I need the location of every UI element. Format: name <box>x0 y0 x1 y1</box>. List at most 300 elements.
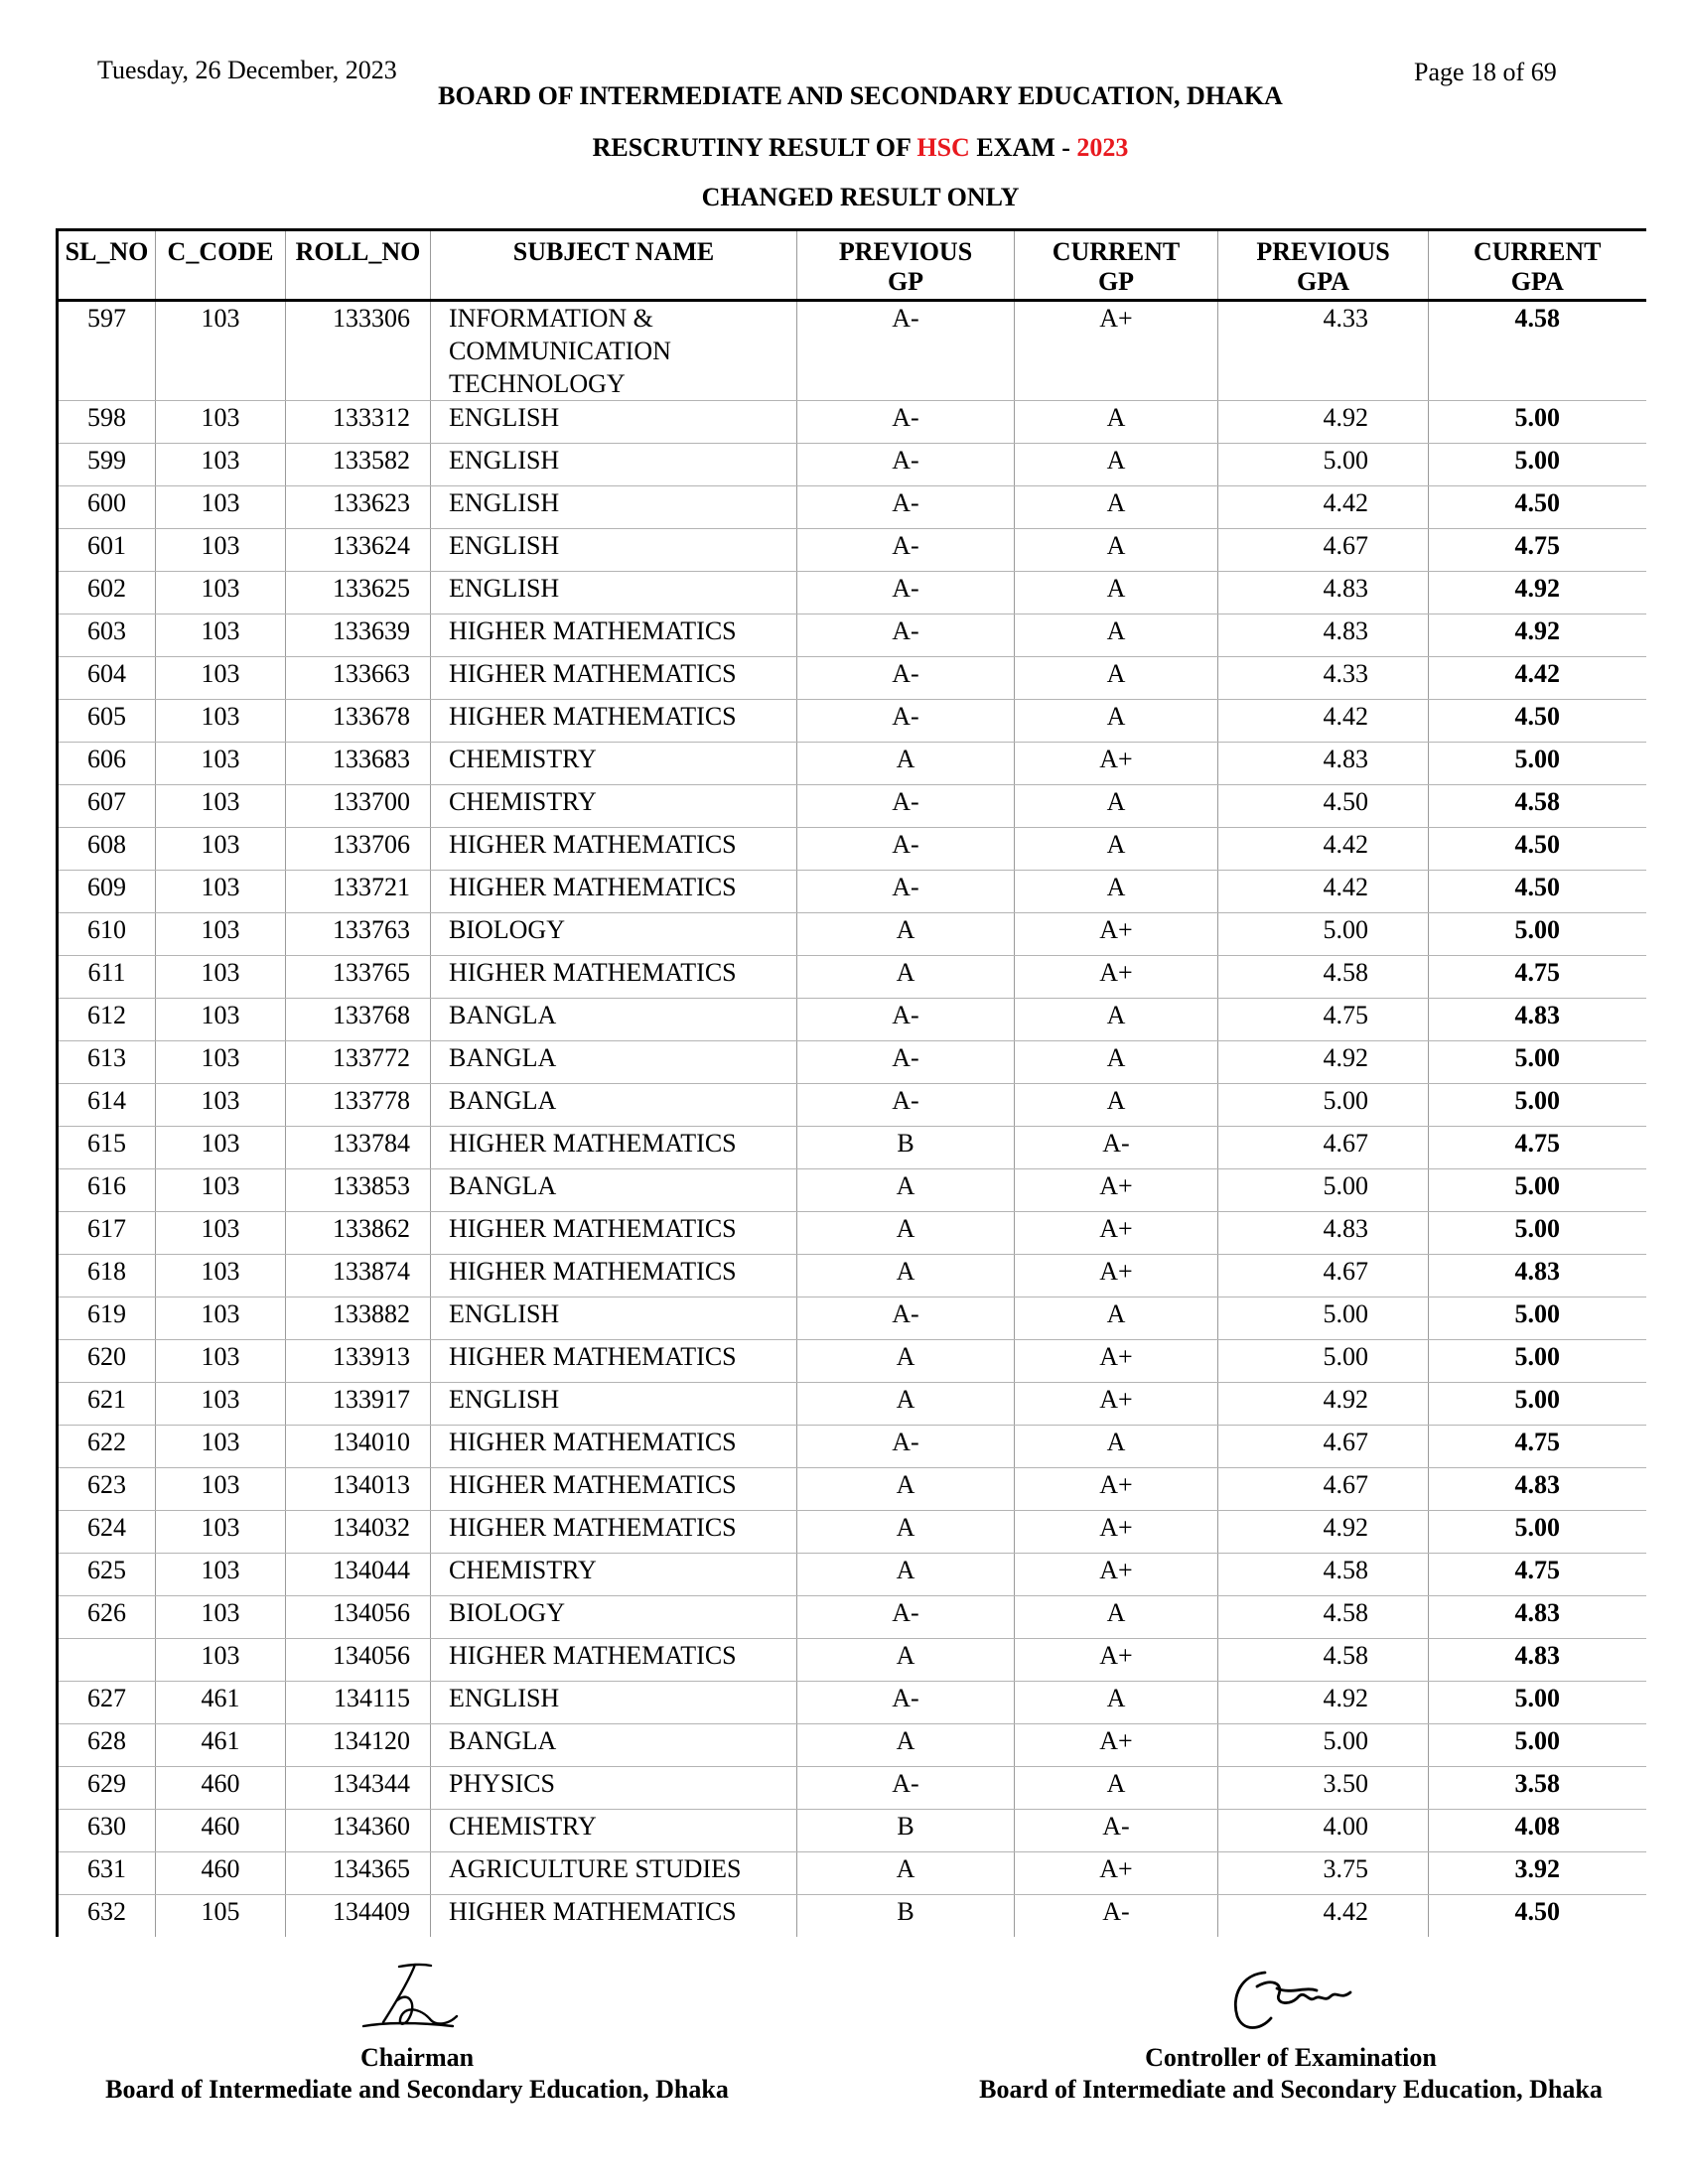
results-table <box>56 228 1646 1937</box>
previous-gpa-cell: 5.00 <box>1218 1340 1429 1383</box>
current-gp-cell: A+ <box>1015 1383 1218 1426</box>
previous-gp-cell: A- <box>797 444 1015 486</box>
c-code-cell: 460 <box>156 1810 286 1852</box>
roll-no-cell: 133624 <box>286 529 431 572</box>
table-row <box>58 657 1646 700</box>
roll-no-cell: 134013 <box>286 1468 431 1511</box>
current-gpa-cell: 5.00 <box>1429 1084 1646 1127</box>
c-code-cell: 103 <box>156 401 286 444</box>
current-gpa-cell: 5.00 <box>1429 1511 1646 1554</box>
subject-cell: HIGHER MATHEMATICS <box>431 1127 797 1169</box>
c-code-cell: 461 <box>156 1682 286 1724</box>
sl-no-cell: 597 <box>58 301 156 401</box>
roll-no-cell: 134044 <box>286 1554 431 1596</box>
previous-gp-cell: A <box>797 1639 1015 1682</box>
chairman-board: Board of Intermediate and Secondary Education, Dhaka <box>105 2075 729 2104</box>
previous-gpa-cell: 4.83 <box>1218 572 1429 614</box>
current-gpa-cell: 4.75 <box>1429 1554 1646 1596</box>
chairman-title: Chairman <box>359 2043 475 2072</box>
current-gpa-cell: 4.83 <box>1429 999 1646 1041</box>
subject-cell: HIGHER MATHEMATICS <box>431 1255 797 1297</box>
current-gp-cell: A <box>1015 486 1218 529</box>
current-gp-cell: A <box>1015 828 1218 871</box>
roll-no-cell: 133721 <box>286 871 431 913</box>
roll-no-cell: 133706 <box>286 828 431 871</box>
sl-no-cell: 603 <box>58 614 156 657</box>
subject-cell: HIGHER MATHEMATICS <box>431 1340 797 1383</box>
roll-no-cell: 133306 <box>286 301 431 401</box>
previous-gp-cell: B <box>797 1127 1015 1169</box>
previous-gpa-cell: 5.00 <box>1218 444 1429 486</box>
roll-no-cell: 133763 <box>286 913 431 956</box>
previous-gpa-cell: 4.92 <box>1218 1041 1429 1084</box>
c-code-cell: 103 <box>156 1127 286 1169</box>
c-code-cell: 103 <box>156 1511 286 1554</box>
table-row <box>58 1340 1646 1383</box>
previous-gp-cell: B <box>797 1810 1015 1852</box>
previous-gpa-cell: 4.92 <box>1218 1383 1429 1426</box>
roll-no-cell: 133862 <box>286 1212 431 1255</box>
sl-no-cell: 624 <box>58 1511 156 1554</box>
c-code-cell: 103 <box>156 1255 286 1297</box>
c-code-cell: 103 <box>156 657 286 700</box>
c-code-cell: 105 <box>156 1895 286 1938</box>
subject-cell: BANGLA <box>431 1169 797 1212</box>
current-gpa-cell: 4.75 <box>1429 1426 1646 1468</box>
sl-no-cell: 616 <box>58 1169 156 1212</box>
roll-no-cell: 133917 <box>286 1383 431 1426</box>
roll-no-cell: 134365 <box>286 1852 431 1895</box>
previous-gpa-cell: 5.00 <box>1218 1297 1429 1340</box>
current-gp-cell: A+ <box>1015 1852 1218 1895</box>
previous-gp-cell: B <box>797 1895 1015 1938</box>
c-code-cell: 103 <box>156 301 286 401</box>
current-gpa-cell: 5.00 <box>1429 444 1646 486</box>
table-body <box>58 301 1646 1938</box>
sl-no-cell: 607 <box>58 785 156 828</box>
roll-no-cell: 133772 <box>286 1041 431 1084</box>
roll-no-cell: 133623 <box>286 486 431 529</box>
previous-gpa-cell: 4.42 <box>1218 871 1429 913</box>
column-header-c-code: C_CODE <box>156 230 286 301</box>
subject-cell: BANGLA <box>431 1724 797 1767</box>
previous-gpa-cell: 4.42 <box>1218 700 1429 743</box>
current-gp-cell: A <box>1015 700 1218 743</box>
current-gp-cell: A+ <box>1015 1169 1218 1212</box>
roll-no-cell: 133768 <box>286 999 431 1041</box>
previous-gp-cell: A <box>797 913 1015 956</box>
c-code-cell: 103 <box>156 444 286 486</box>
previous-gpa-cell: 4.58 <box>1218 1639 1429 1682</box>
sl-no-cell: 626 <box>58 1596 156 1639</box>
current-gpa-cell: 5.00 <box>1429 1724 1646 1767</box>
subject-cell: HIGHER MATHEMATICS <box>431 828 797 871</box>
c-code-cell: 103 <box>156 913 286 956</box>
previous-gp-cell: A- <box>797 1767 1015 1810</box>
previous-gp-cell: A- <box>797 572 1015 614</box>
column-header-sl-no: SL_NO <box>58 230 156 301</box>
previous-gp-cell: A- <box>797 1084 1015 1127</box>
column-header-roll-no: ROLL_NO <box>286 230 431 301</box>
current-gpa-cell: 4.58 <box>1429 301 1646 401</box>
previous-gpa-cell: 4.33 <box>1218 301 1429 401</box>
subject-cell: CHEMISTRY <box>431 1554 797 1596</box>
current-gp-cell: A+ <box>1015 301 1218 401</box>
previous-gp-cell: A- <box>797 529 1015 572</box>
roll-no-cell: 134344 <box>286 1767 431 1810</box>
previous-gpa-cell: 4.83 <box>1218 614 1429 657</box>
roll-no-cell: 133582 <box>286 444 431 486</box>
roll-no-cell: 133765 <box>286 956 431 999</box>
table-row <box>58 1426 1646 1468</box>
sl-no-cell: 621 <box>58 1383 156 1426</box>
previous-gpa-cell: 4.92 <box>1218 1511 1429 1554</box>
current-gpa-cell: 5.00 <box>1429 1297 1646 1340</box>
current-gp-cell: A <box>1015 1426 1218 1468</box>
table-row <box>58 1810 1646 1852</box>
subject-cell: HIGHER MATHEMATICS <box>431 956 797 999</box>
current-gp-cell: A+ <box>1015 956 1218 999</box>
current-gpa-cell: 3.92 <box>1429 1852 1646 1895</box>
current-gpa-cell: 3.58 <box>1429 1767 1646 1810</box>
previous-gpa-cell: 4.67 <box>1218 1426 1429 1468</box>
sl-no-cell: 612 <box>58 999 156 1041</box>
current-gp-cell: A <box>1015 572 1218 614</box>
roll-no-cell: 133778 <box>286 1084 431 1127</box>
c-code-cell: 103 <box>156 999 286 1041</box>
current-gpa-cell: 4.50 <box>1429 871 1646 913</box>
previous-gpa-cell: 4.58 <box>1218 1554 1429 1596</box>
current-gpa-cell: 5.00 <box>1429 1682 1646 1724</box>
exam-name: HSC <box>916 133 970 162</box>
exam-year: 2023 <box>1076 133 1129 162</box>
controller-board: Board of Intermediate and Secondary Education, Dhaka <box>979 2075 1603 2104</box>
table-row <box>58 743 1646 785</box>
current-gp-cell: A <box>1015 657 1218 700</box>
subject-cell: CHEMISTRY <box>431 1810 797 1852</box>
current-gpa-cell: 4.42 <box>1429 657 1646 700</box>
result-title: RESCRUTINY RESULT OF HSC EXAM - 2023 <box>592 133 1129 162</box>
previous-gp-cell: A- <box>797 999 1015 1041</box>
current-gpa-cell: 4.83 <box>1429 1468 1646 1511</box>
current-gpa-cell: 4.83 <box>1429 1596 1646 1639</box>
previous-gp-cell: A- <box>797 1682 1015 1724</box>
current-gpa-cell: 5.00 <box>1429 1340 1646 1383</box>
c-code-cell: 103 <box>156 1340 286 1383</box>
sl-no-cell: 604 <box>58 657 156 700</box>
previous-gp-cell: A <box>797 1468 1015 1511</box>
current-gpa-cell: 4.58 <box>1429 785 1646 828</box>
sl-no-cell: 620 <box>58 1340 156 1383</box>
previous-gp-cell: A- <box>797 1596 1015 1639</box>
table-row <box>58 1169 1646 1212</box>
board-title: BOARD OF INTERMEDIATE AND SECONDARY EDUCATION, DHAKA <box>438 81 1283 110</box>
current-gp-cell: A <box>1015 1297 1218 1340</box>
table-row <box>58 1297 1646 1340</box>
current-gp-cell: A- <box>1015 1895 1218 1938</box>
subject-cell: AGRICULTURE STUDIES <box>431 1852 797 1895</box>
subject-cell: CHEMISTRY <box>431 785 797 828</box>
subject-cell: ENGLISH <box>431 1297 797 1340</box>
previous-gpa-cell: 3.75 <box>1218 1852 1429 1895</box>
current-gpa-cell: 4.75 <box>1429 529 1646 572</box>
table-row <box>58 1596 1646 1639</box>
roll-no-cell: 134010 <box>286 1426 431 1468</box>
sl-no-cell: 615 <box>58 1127 156 1169</box>
sl-no-cell: 625 <box>58 1554 156 1596</box>
table-row <box>58 1554 1646 1596</box>
c-code-cell: 103 <box>156 1639 286 1682</box>
sl-no-cell: 623 <box>58 1468 156 1511</box>
previous-gpa-cell: 4.92 <box>1218 1682 1429 1724</box>
c-code-cell: 103 <box>156 1169 286 1212</box>
table-row <box>58 785 1646 828</box>
current-gp-cell: A <box>1015 1596 1218 1639</box>
c-code-cell: 103 <box>156 1084 286 1127</box>
current-gpa-cell: 4.08 <box>1429 1810 1646 1852</box>
table-row <box>58 1852 1646 1895</box>
previous-gpa-cell: 4.58 <box>1218 1596 1429 1639</box>
current-gp-cell: A <box>1015 871 1218 913</box>
current-gp-cell: A <box>1015 785 1218 828</box>
column-header-previous-gpa: PREVIOUS GPA <box>1218 230 1429 301</box>
previous-gp-cell: A <box>797 1255 1015 1297</box>
table-row <box>58 1511 1646 1554</box>
current-gpa-cell: 4.92 <box>1429 572 1646 614</box>
table-header-row <box>58 230 1646 301</box>
table-row <box>58 572 1646 614</box>
sl-no-cell: 617 <box>58 1212 156 1255</box>
sl-no-cell: 613 <box>58 1041 156 1084</box>
previous-gpa-cell: 4.42 <box>1218 486 1429 529</box>
sl-no-cell: 630 <box>58 1810 156 1852</box>
subject-cell: ENGLISH <box>431 1383 797 1426</box>
current-gp-cell: A <box>1015 614 1218 657</box>
table-row <box>58 1041 1646 1084</box>
page-number: Page 18 of 69 <box>1414 58 1557 86</box>
roll-no-cell: 133784 <box>286 1127 431 1169</box>
sl-no-cell: 602 <box>58 572 156 614</box>
previous-gpa-cell: 4.00 <box>1218 1810 1429 1852</box>
current-gp-cell: A+ <box>1015 1468 1218 1511</box>
sl-no-cell: 599 <box>58 444 156 486</box>
previous-gpa-cell: 4.42 <box>1218 1895 1429 1938</box>
previous-gpa-cell: 4.33 <box>1218 657 1429 700</box>
roll-no-cell: 133913 <box>286 1340 431 1383</box>
controller-title: Controller of Examination <box>1145 2043 1437 2072</box>
sl-no-cell: 611 <box>58 956 156 999</box>
roll-no-cell: 134115 <box>286 1682 431 1724</box>
sl-no-cell: 614 <box>58 1084 156 1127</box>
current-gp-cell: A <box>1015 1084 1218 1127</box>
previous-gp-cell: A <box>797 1169 1015 1212</box>
table-row <box>58 700 1646 743</box>
roll-no-cell: 133312 <box>286 401 431 444</box>
current-gpa-cell: 4.50 <box>1429 700 1646 743</box>
subject-cell: HIGHER MATHEMATICS <box>431 1468 797 1511</box>
roll-no-cell: 133853 <box>286 1169 431 1212</box>
current-gp-cell: A+ <box>1015 743 1218 785</box>
table-row <box>58 1639 1646 1682</box>
previous-gp-cell: A <box>797 1340 1015 1383</box>
current-gp-cell: A+ <box>1015 1554 1218 1596</box>
table-row <box>58 444 1646 486</box>
previous-gp-cell: A- <box>797 614 1015 657</box>
c-code-cell: 103 <box>156 1426 286 1468</box>
roll-no-cell: 134032 <box>286 1511 431 1554</box>
subject-cell: PHYSICS <box>431 1767 797 1810</box>
subject-cell: HIGHER MATHEMATICS <box>431 700 797 743</box>
table-row <box>58 1468 1646 1511</box>
c-code-cell: 103 <box>156 1468 286 1511</box>
previous-gpa-cell: 5.00 <box>1218 913 1429 956</box>
c-code-cell: 103 <box>156 1041 286 1084</box>
roll-no-cell: 134360 <box>286 1810 431 1852</box>
table-row <box>58 1127 1646 1169</box>
c-code-cell: 103 <box>156 956 286 999</box>
table-row <box>58 1895 1646 1938</box>
subject-cell: ENGLISH <box>431 444 797 486</box>
table-row <box>58 1682 1646 1724</box>
c-code-cell: 103 <box>156 743 286 785</box>
previous-gpa-cell: 3.50 <box>1218 1767 1429 1810</box>
current-gp-cell: A <box>1015 1041 1218 1084</box>
table-row <box>58 956 1646 999</box>
subject-cell: HIGHER MATHEMATICS <box>431 1639 797 1682</box>
sl-no-cell: 598 <box>58 401 156 444</box>
previous-gpa-cell: 4.58 <box>1218 956 1429 999</box>
c-code-cell: 103 <box>156 1596 286 1639</box>
table-row <box>58 871 1646 913</box>
sl-no-cell: 600 <box>58 486 156 529</box>
c-code-cell: 103 <box>156 486 286 529</box>
subject-cell: HIGHER MATHEMATICS <box>431 657 797 700</box>
current-gp-cell: A <box>1015 1682 1218 1724</box>
subject-cell: CHEMISTRY <box>431 743 797 785</box>
current-gpa-cell: 5.00 <box>1429 1212 1646 1255</box>
column-header-previous-gp: PREVIOUS GP <box>797 230 1015 301</box>
previous-gp-cell: A <box>797 956 1015 999</box>
controller-signature <box>1221 1961 1370 2040</box>
table-row <box>58 913 1646 956</box>
subject-cell: HIGHER MATHEMATICS <box>431 1511 797 1554</box>
previous-gpa-cell: 5.00 <box>1218 1084 1429 1127</box>
table-row <box>58 301 1646 401</box>
subject-cell: ENGLISH <box>431 486 797 529</box>
sl-no-cell: 609 <box>58 871 156 913</box>
current-gp-cell: A- <box>1015 1810 1218 1852</box>
c-code-cell: 461 <box>156 1724 286 1767</box>
previous-gpa-cell: 5.00 <box>1218 1724 1429 1767</box>
sl-no-cell <box>58 1639 156 1682</box>
subject-cell: ENGLISH <box>431 1682 797 1724</box>
table-row <box>58 1767 1646 1810</box>
sl-no-cell: 627 <box>58 1682 156 1724</box>
previous-gp-cell: A <box>797 1724 1015 1767</box>
table-row <box>58 828 1646 871</box>
subject-cell: INFORMATION & COMMUNICATION TECHNOLOGY <box>431 301 797 401</box>
previous-gpa-cell: 5.00 <box>1218 1169 1429 1212</box>
current-gpa-cell: 4.83 <box>1429 1255 1646 1297</box>
table-row <box>58 999 1646 1041</box>
c-code-cell: 103 <box>156 1383 286 1426</box>
current-gpa-cell: 5.00 <box>1429 913 1646 956</box>
c-code-cell: 460 <box>156 1852 286 1895</box>
current-gpa-cell: 5.00 <box>1429 401 1646 444</box>
c-code-cell: 103 <box>156 1212 286 1255</box>
subject-cell: HIGHER MATHEMATICS <box>431 1426 797 1468</box>
previous-gp-cell: A- <box>797 657 1015 700</box>
current-gpa-cell: 4.75 <box>1429 1127 1646 1169</box>
previous-gp-cell: A- <box>797 301 1015 401</box>
table-row <box>58 1724 1646 1767</box>
subject-cell: HIGHER MATHEMATICS <box>431 614 797 657</box>
previous-gpa-cell: 4.67 <box>1218 1255 1429 1297</box>
c-code-cell: 103 <box>156 871 286 913</box>
current-gpa-cell: 4.50 <box>1429 486 1646 529</box>
previous-gpa-cell: 4.75 <box>1218 999 1429 1041</box>
table-row <box>58 1383 1646 1426</box>
previous-gp-cell: A <box>797 1383 1015 1426</box>
current-gp-cell: A+ <box>1015 1340 1218 1383</box>
current-gp-cell: A+ <box>1015 1212 1218 1255</box>
previous-gp-cell: A- <box>797 401 1015 444</box>
report-date: Tuesday, 26 December, 2023 <box>97 56 397 84</box>
current-gp-cell: A <box>1015 1767 1218 1810</box>
roll-no-cell: 133678 <box>286 700 431 743</box>
c-code-cell: 103 <box>156 1554 286 1596</box>
subject-cell: BANGLA <box>431 1084 797 1127</box>
c-code-cell: 103 <box>156 785 286 828</box>
subject-cell: HIGHER MATHEMATICS <box>431 1212 797 1255</box>
current-gpa-cell: 5.00 <box>1429 1041 1646 1084</box>
c-code-cell: 460 <box>156 1767 286 1810</box>
table-row <box>58 1255 1646 1297</box>
previous-gp-cell: A- <box>797 1297 1015 1340</box>
current-gp-cell: A <box>1015 444 1218 486</box>
sl-no-cell: 622 <box>58 1426 156 1468</box>
c-code-cell: 103 <box>156 614 286 657</box>
current-gpa-cell: 5.00 <box>1429 743 1646 785</box>
previous-gp-cell: A- <box>797 785 1015 828</box>
subject-cell: BANGLA <box>431 999 797 1041</box>
previous-gpa-cell: 4.42 <box>1218 828 1429 871</box>
roll-no-cell: 133700 <box>286 785 431 828</box>
roll-no-cell: 134056 <box>286 1596 431 1639</box>
current-gp-cell: A <box>1015 401 1218 444</box>
current-gpa-cell: 5.00 <box>1429 1169 1646 1212</box>
subject-cell: BANGLA <box>431 1041 797 1084</box>
previous-gp-cell: A- <box>797 828 1015 871</box>
roll-no-cell: 134120 <box>286 1724 431 1767</box>
previous-gp-cell: A <box>797 1852 1015 1895</box>
column-header-subject-name: SUBJECT NAME <box>431 230 797 301</box>
subject-cell: HIGHER MATHEMATICS <box>431 1895 797 1938</box>
previous-gpa-cell: 4.83 <box>1218 743 1429 785</box>
current-gpa-cell: 4.50 <box>1429 828 1646 871</box>
table-row <box>58 529 1646 572</box>
sl-no-cell: 631 <box>58 1852 156 1895</box>
roll-no-cell: 133874 <box>286 1255 431 1297</box>
column-header-current-gp: CURRENT GP <box>1015 230 1218 301</box>
current-gp-cell: A+ <box>1015 1511 1218 1554</box>
subject-cell: ENGLISH <box>431 572 797 614</box>
sl-no-cell: 601 <box>58 529 156 572</box>
previous-gp-cell: A <box>797 1212 1015 1255</box>
roll-no-cell: 133639 <box>286 614 431 657</box>
sl-no-cell: 619 <box>58 1297 156 1340</box>
current-gpa-cell: 4.92 <box>1429 614 1646 657</box>
